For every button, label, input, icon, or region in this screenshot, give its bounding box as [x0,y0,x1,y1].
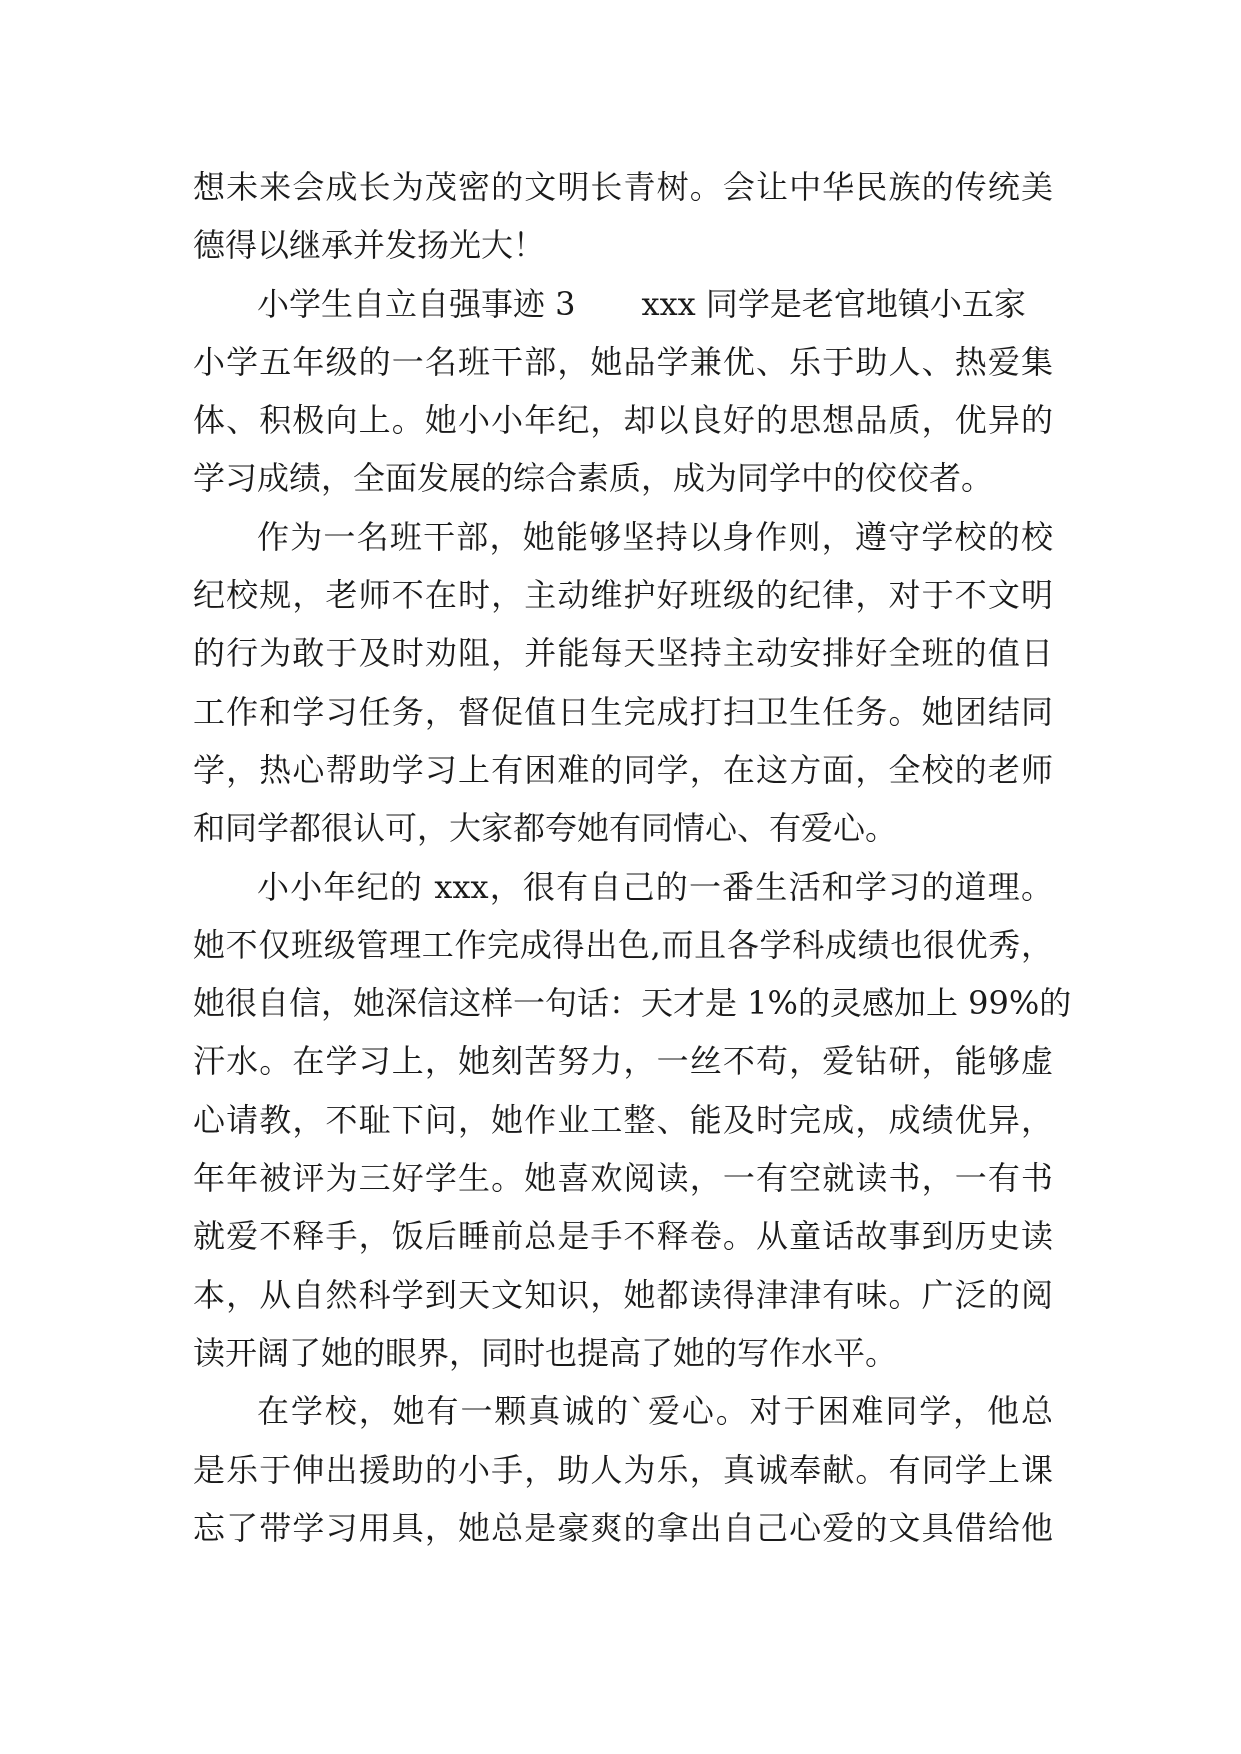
paragraph-line: 体、积极向上。她小小年纪，却以良好的思想品质，优异的 [193,401,1053,440]
document-body [193,158,1072,1557]
paragraph-line: 工作和学习任务，督促值日生完成打扫卫生任务。她团结同 [193,692,1053,731]
paragraph-line: 是乐于伸出援助的小手，助人为乐，真诚奉献。有同学上课 [193,1450,1053,1489]
paragraph-line: 忘了带学习用具，她总是豪爽的拿出自己心爱的文具借给他 [193,1508,1053,1547]
paragraph-line: 汗水。在学习上，她刻苦努力，一丝不苟，爱钻研，能够虚 [193,1042,1053,1081]
paragraph-line: 读开阔了她的眼界，同时也提高了她的写作水平。 [193,1333,898,1372]
section-heading: 小学生自立自强事迹 3 [257,284,576,323]
paragraph-line: 她很自信，她深信这样一句话：天才是 1%的灵感加上 99%的 [193,984,1072,1023]
paragraph-line: 心请教，不耻下问，她作业工整、能及时完成，成绩优异， [193,1100,1053,1139]
paragraph-line: 她不仅班级管理工作完成得出色,而且各学科成绩也很优秀， [193,925,1053,964]
paragraph-line-text: xxx 同学是老官地镇小五家 [641,284,1026,323]
paragraph-line: 在学校，她有一颗真诚的`爱心。对于困难同学，他总 [257,1392,1053,1431]
paragraph-line: 学，热心帮助学习上有困难的同学，在这方面，全校的老师 [193,750,1053,789]
paragraph-line [193,275,1053,333]
paragraph-line: 的行为敢于及时劝阻，并能每天坚持主动安排好全班的值日 [193,634,1053,673]
paragraph-line: 纪校规，老师不在时，主动维护好班级的纪律，对于不文明 [193,576,1053,615]
paragraph-line: 想未来会成长为茂密的文明长青树。会让中华民族的传统美 [193,168,1053,206]
paragraph-line: 年年被评为三好学生。她喜欢阅读，一有空就读书，一有书 [193,1159,1053,1198]
paragraph-line: 小小年纪的 xxx，很有自己的一番生活和学习的道理。 [257,867,1053,906]
paragraph-line: 和同学都很认可，大家都夸她有同情心、有爱心。 [193,809,898,848]
paragraph-line: 就爱不释手，饭后睡前总是手不释卷。从童话故事到历史读 [193,1217,1053,1256]
paragraph-line: 作为一名班干部，她能够坚持以身作则，遵守学校的校 [257,517,1053,556]
paragraph-line: 德得以继承并发扬光大！ [193,226,546,265]
paragraph-line: 本，从自然科学到天文知识，她都读得津津有味。广泛的阅 [193,1275,1053,1314]
paragraph-line: 小学五年级的一名班干部，她品学兼优、乐于助人、热爱集 [193,342,1053,381]
paragraph-line: 学习成绩，全面发展的综合素质，成为同学中的佼佼者。 [193,459,994,498]
